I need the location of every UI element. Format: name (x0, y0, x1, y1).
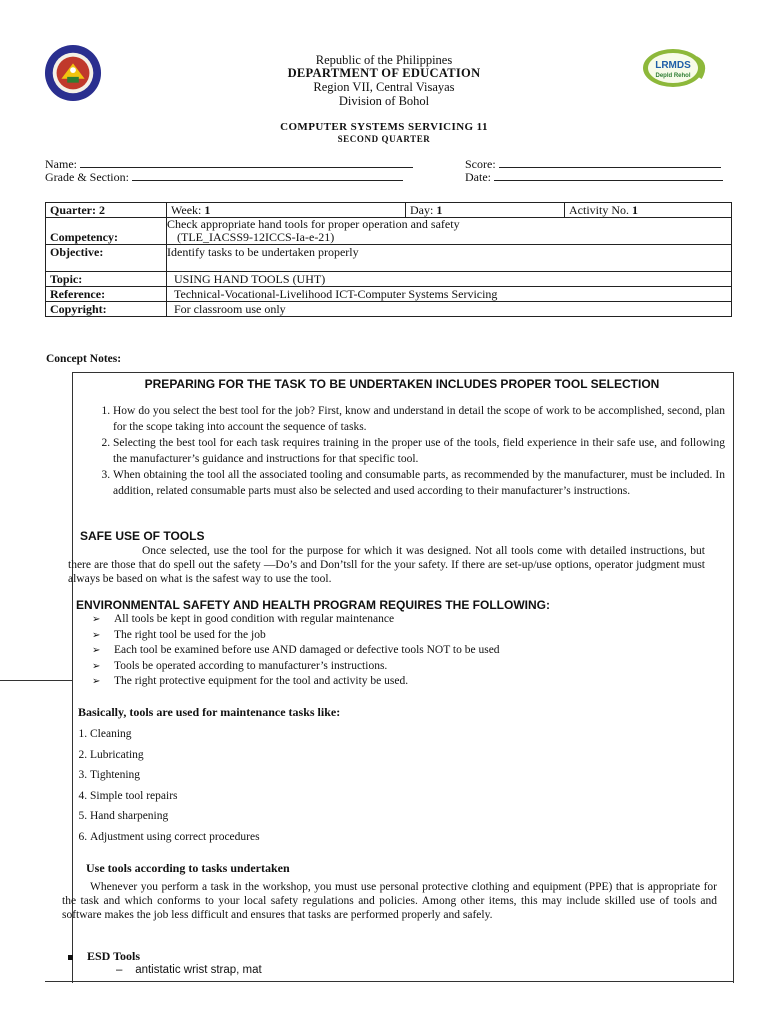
lesson-info-table (45, 202, 732, 317)
competency-cell (167, 218, 732, 245)
week-value: 1 (204, 203, 211, 217)
arrow-bullet-icon: ➢ (92, 660, 101, 672)
arrow-bullet-icon: ➢ (92, 676, 101, 687)
esd-subitem-text: antistatic wrist strap, mat (135, 964, 262, 976)
table-row (46, 203, 732, 218)
topic-label: Topic: (46, 272, 167, 287)
score-line[interactable] (499, 156, 721, 168)
quarter-cell: Quarter: 2 (46, 203, 167, 218)
date-field[interactable] (465, 169, 723, 185)
list-item (92, 643, 500, 659)
grade-section-field[interactable] (45, 169, 403, 185)
region-text: Region VII, Central Visayas (313, 80, 455, 94)
day-cell (406, 203, 565, 218)
list-item-text: The right tool be used for the job (114, 628, 266, 641)
table-row (46, 218, 732, 245)
subject-title: COMPUTER SYSTEMS SERVICING 11 (280, 121, 488, 133)
dash-bullet-icon: – (116, 964, 123, 976)
activity-value: 1 (632, 203, 638, 217)
svg-text:Depld Rehol: Depld Rehol (655, 73, 691, 79)
department-title: DEPARTMENT OF EDUCATION (287, 66, 481, 80)
grade-section-label: Grade & Section: (45, 170, 129, 184)
list-item (92, 674, 500, 690)
arrow-bullet-icon: ➢ (92, 645, 101, 656)
week-label: Week: (171, 203, 202, 217)
name-label: Name: (45, 157, 77, 171)
score-label: Score: (465, 157, 496, 171)
square-bullet-icon (68, 955, 73, 960)
arrow-bullet-icon: ➢ (92, 614, 101, 625)
reference-cell: Technical-Vocational-Livelihood ICT-Computer Systems Servicing (167, 287, 732, 302)
esd-tools-subitem (116, 964, 262, 976)
objective-cell (167, 245, 732, 272)
maintenance-tasks-heading: Basically, tools are used for maintenance tasks like: (78, 705, 341, 719)
activity-label: Activity No. (569, 203, 629, 217)
maintenance-tasks-list (66, 724, 260, 847)
list-item (92, 659, 500, 675)
table-row (46, 272, 732, 287)
svg-text:LRMDS: LRMDS (655, 60, 691, 71)
list-item: 5. Hand sharpening (90, 806, 260, 827)
table-row (46, 302, 732, 317)
list-item (92, 628, 500, 644)
table-row (46, 287, 732, 302)
competency-line-1: Check appropriate hand tools for proper operation and safety (167, 217, 460, 231)
tool-selection-list (95, 403, 725, 499)
table-row (46, 245, 732, 272)
objective-text: Identify tasks to be undertaken properly (167, 245, 359, 259)
use-tools-heading: Use tools according to tasks undertaken (86, 861, 290, 875)
list-item: 3. Tightening (90, 765, 260, 786)
list-item (92, 612, 500, 628)
esd-tools-item (68, 949, 140, 964)
concept-notes-heading: Concept Notes: (46, 353, 122, 365)
box-bottom-border (45, 981, 733, 982)
arrow-bullet-icon: ➢ (92, 629, 101, 641)
list-item: 4. Simple tool repairs (90, 786, 260, 807)
republic-text: Republic of the Philippines (315, 53, 453, 67)
reference-label: Reference: (46, 287, 167, 302)
copyright-cell: For classroom use only (167, 302, 732, 317)
safe-use-paragraph: Once selected, use the tool for the purpose for which it was designed. Not all tools come with detailed instructions, but there are those that do spell out the safety —Do’s and Don’tsll for the your safety. If there are set-up/use options, operator judgment must always be based on what is the safest way to use the tool. (68, 545, 705, 585)
date-line[interactable] (494, 169, 723, 181)
name-line[interactable] (80, 156, 413, 168)
ppe-paragraph: Whenever you perform a task in the workshop, you must use personal protective clothing and equipment (PPE) that is appropriate for the task and which conforms to your local safety regulations and policies. Among other items, this may include skilled use of tools and software makes the job less difficult and ensures that tasks are performed properly and safely. (62, 881, 717, 921)
day-label: Day: (410, 203, 434, 217)
date-label: Date: (465, 170, 491, 184)
safety-requirements-list (92, 612, 500, 690)
list-item: 2. Lubricating (90, 745, 260, 766)
division-text: Division of Bohol (338, 94, 430, 108)
competency-line-2: (TLE_IACSS9-12ICCS-Ia-e-21) (177, 230, 335, 244)
margin-rule (0, 680, 72, 681)
list-item-text: The right protective equipment for the tool and activity be used. (114, 675, 409, 687)
copyright-label: Copyright: (46, 302, 167, 317)
competency-label: Competency: (46, 218, 167, 245)
activity-cell (565, 203, 732, 218)
list-item-text: Each tool be examined before use AND damaged or defective tools NOT to be used (114, 644, 500, 656)
topic-cell: USING HAND TOOLS (UHT) (167, 272, 732, 287)
esd-tools-title: ESD Tools (87, 949, 141, 963)
tool-selection-heading: PREPARING FOR THE TASK TO BE UNDERTAKEN INCLUDES PROPER TOOL SELECTION (144, 377, 660, 391)
list-item: 1. Cleaning (90, 724, 260, 745)
list-item-text: Tools be operated according to manufacturer’s instructions. (114, 659, 388, 672)
safe-use-heading: SAFE USE OF TOOLS (80, 529, 205, 543)
list-item: 6. Adjustment using correct procedures (90, 827, 260, 848)
quarter-subtitle: SECOND QUARTER (337, 134, 431, 144)
list-item: 2. Selecting the best tool for each task requires training in the proper use of the tools, field experience in their safe use, and following the manufacturer’s guidance and instructions for that specific tool. (113, 435, 725, 467)
objective-label: Objective: (46, 245, 167, 272)
grade-section-line[interactable] (132, 169, 403, 181)
list-item: 1. How do you select the best tool for the job? First, know and understand in detail the scope of work to be accomplished, second, plan for the scope taking into account the sequence of tasks. (113, 403, 725, 435)
list-item: 3. When obtaining the tool all the associated tooling and consumable parts, as recommended by the manufacturer, must be included. In addition, related consumable parts must also be selected and used according to their manufacturer’s instructions. (113, 467, 725, 499)
list-item-text: All tools be kept in good condition with regular maintenance (114, 613, 395, 625)
day-value: 1 (436, 203, 443, 217)
week-cell (167, 203, 406, 218)
environmental-safety-heading: ENVIRONMENTAL SAFETY AND HEALTH PROGRAM REQUIRES THE FOLLOWING: (76, 598, 550, 612)
